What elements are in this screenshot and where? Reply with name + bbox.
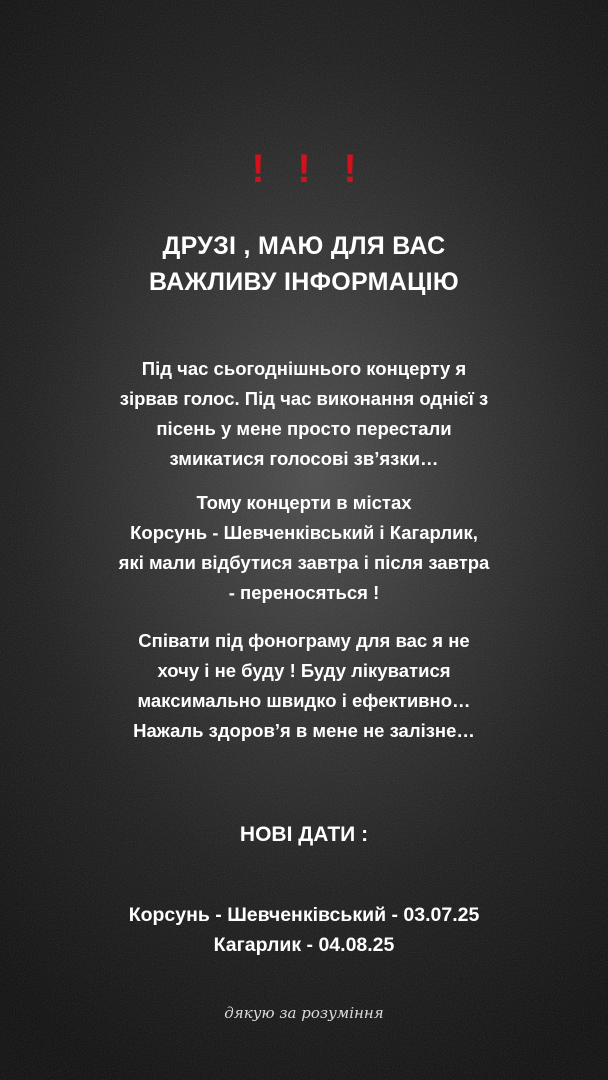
new-dates-list (0, 900, 608, 960)
date-entry: Корсунь - Шевченківський - 03.07.25 (128, 904, 480, 926)
heading-line: ВАЖЛИВУ ІНФОРМАЦІЮ (149, 268, 459, 296)
date-entry: Кагарлик - 04.08.25 (213, 934, 395, 956)
paragraph-line: які мали відбутися завтра і після завтра (118, 552, 490, 573)
paragraph-line: зірвав голос. Під час виконання однієї з (119, 388, 489, 409)
paragraph-postponement (0, 488, 608, 608)
paragraph-line: Тому концерти в містах (196, 492, 412, 513)
exclamation-icon: ! (251, 147, 265, 191)
heading-line: ДРУЗІ , МАЮ ДЛЯ ВАС (162, 232, 446, 260)
paragraph-line: Під час сьогоднішнього концерту я (141, 358, 467, 379)
announcement-heading (0, 228, 608, 300)
new-dates-title: НОВІ ДАТИ : (239, 823, 369, 846)
paragraph-line: пісень у мене просто перестали (156, 418, 452, 439)
exclamation-icon: ! (343, 147, 357, 191)
paragraph-line: максимально швидко і ефективно… (137, 690, 471, 711)
alert-marks (0, 146, 608, 192)
paragraph-voice-loss (0, 354, 608, 474)
exclamation-icon: ! (297, 147, 311, 191)
paragraph-line: - переносяться ! (228, 582, 380, 603)
paragraph-line: хочу і не буду ! Буду лікуватися (157, 660, 451, 681)
paragraph-line: Співати під фонограму для вас я не (138, 630, 470, 651)
signoff-text: дякую за розуміння (224, 1004, 384, 1022)
paragraph-line: Нажаль здоров’я в мене не залізне… (133, 720, 475, 741)
paragraph-line: Корсунь - Шевченківський і Кагарлик, (130, 522, 478, 543)
paragraph-line: змикатися голосові зв’язки… (169, 448, 439, 469)
paragraph-no-playback (0, 626, 608, 746)
